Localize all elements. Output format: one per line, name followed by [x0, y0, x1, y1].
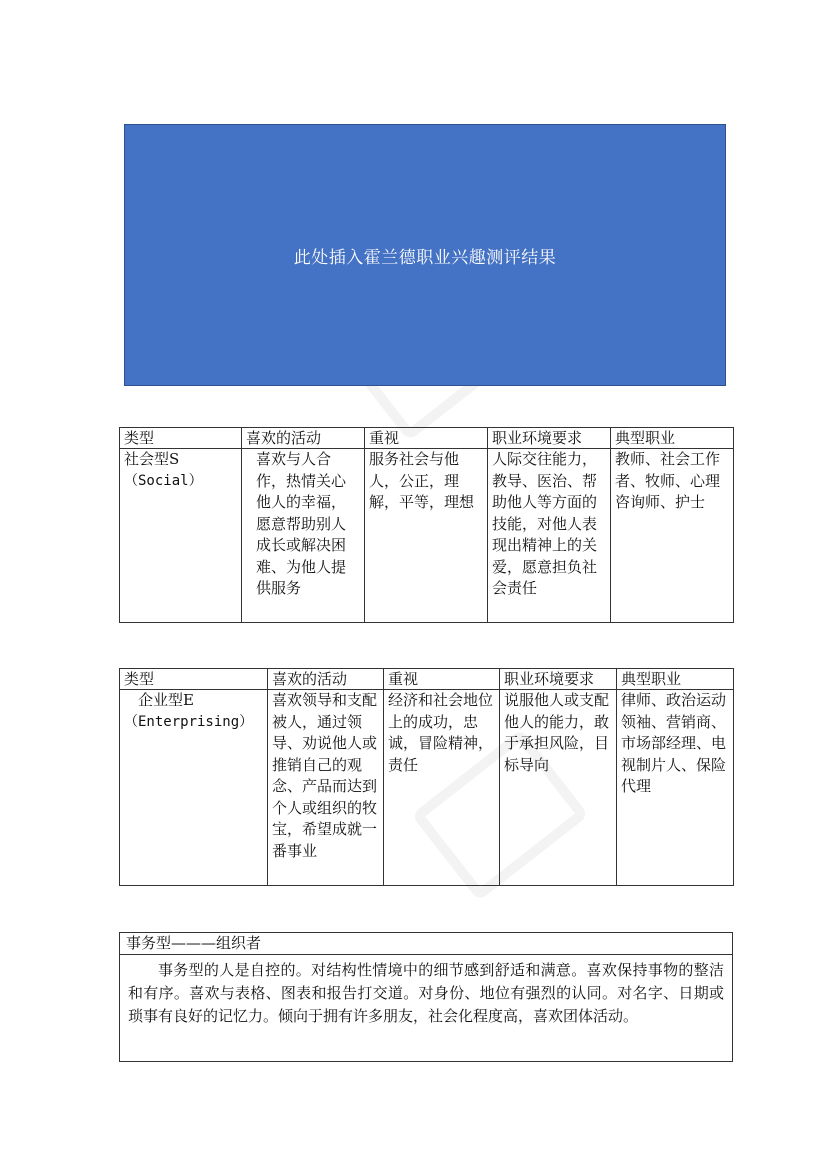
environment-cell: 人际交往能力，教导、医治、帮助他人等方面的技能，对他人表现出精神上的关爱，愿意担负社会责任 [488, 449, 611, 623]
header-careers: 典型职业 [617, 669, 734, 690]
table-header-row [120, 669, 734, 690]
type-name: 企业型E [138, 691, 194, 709]
table-row [120, 690, 734, 886]
header-values: 重视 [384, 669, 500, 690]
header-careers: 典型职业 [611, 428, 734, 449]
table-row [120, 449, 734, 623]
type-cell [120, 690, 268, 886]
type-name: 社会型S [124, 450, 180, 468]
assessment-result-placeholder[interactable] [124, 124, 726, 386]
activities-cell: 喜欢领导和支配被人，通过领导、劝说他人或推销自己的观念、产品而达到个人或组织的牧宝，希望成就一番事业 [268, 690, 384, 886]
header-activities: 喜欢的活动 [268, 669, 384, 690]
type-english: （Social） [124, 472, 203, 489]
header-type: 类型 [120, 428, 242, 449]
header-environment: 职业环境要求 [488, 428, 611, 449]
table-header-row [120, 428, 734, 449]
header-environment: 职业环境要求 [500, 669, 617, 690]
conventional-description: 事务型的人是自控的。对结构性情境中的细节感到舒适和满意。喜欢保持事物的整洁和有序。喜欢与表格、图表和报告打交道。对身份、地位有强烈的认同。对名字、日期或琐事有良好的记忆力。倾向于拥有许多朋友，社会化程度高，喜欢团体活动。 [128, 961, 724, 1025]
careers-cell: 教师、社会工作者、牧师、心理咨询师、护士 [611, 449, 734, 623]
careers-cell: 律师、政治运动领袖、营销商、市场部经理、电视制片人、保险代理 [617, 690, 734, 886]
type-cell [120, 449, 242, 623]
conventional-title: 事务型———组织者 [120, 933, 732, 955]
environment-cell: 说服他人或支配他人的能力，敢于承担风险，目标导向 [500, 690, 617, 886]
header-type: 类型 [120, 669, 268, 690]
activities-cell: 喜欢与人合作，热情关心他人的幸福，愿意帮助别人成长或解决困难、为他人提供服务 [242, 449, 365, 623]
values-cell: 经济和社会地位上的成功，忠诚，冒险精神，责任 [384, 690, 500, 886]
conventional-type-box [119, 932, 733, 1062]
enterprising-type-table [119, 668, 734, 886]
placeholder-text: 此处插入霍兰德职业兴趣测评结果 [293, 247, 557, 268]
header-values: 重视 [365, 428, 488, 449]
social-type-table [119, 427, 734, 623]
values-cell: 服务社会与他人，公正，理解，平等，理想 [365, 449, 488, 623]
header-activities: 喜欢的活动 [242, 428, 365, 449]
type-english: （Enterprising） [124, 713, 254, 730]
